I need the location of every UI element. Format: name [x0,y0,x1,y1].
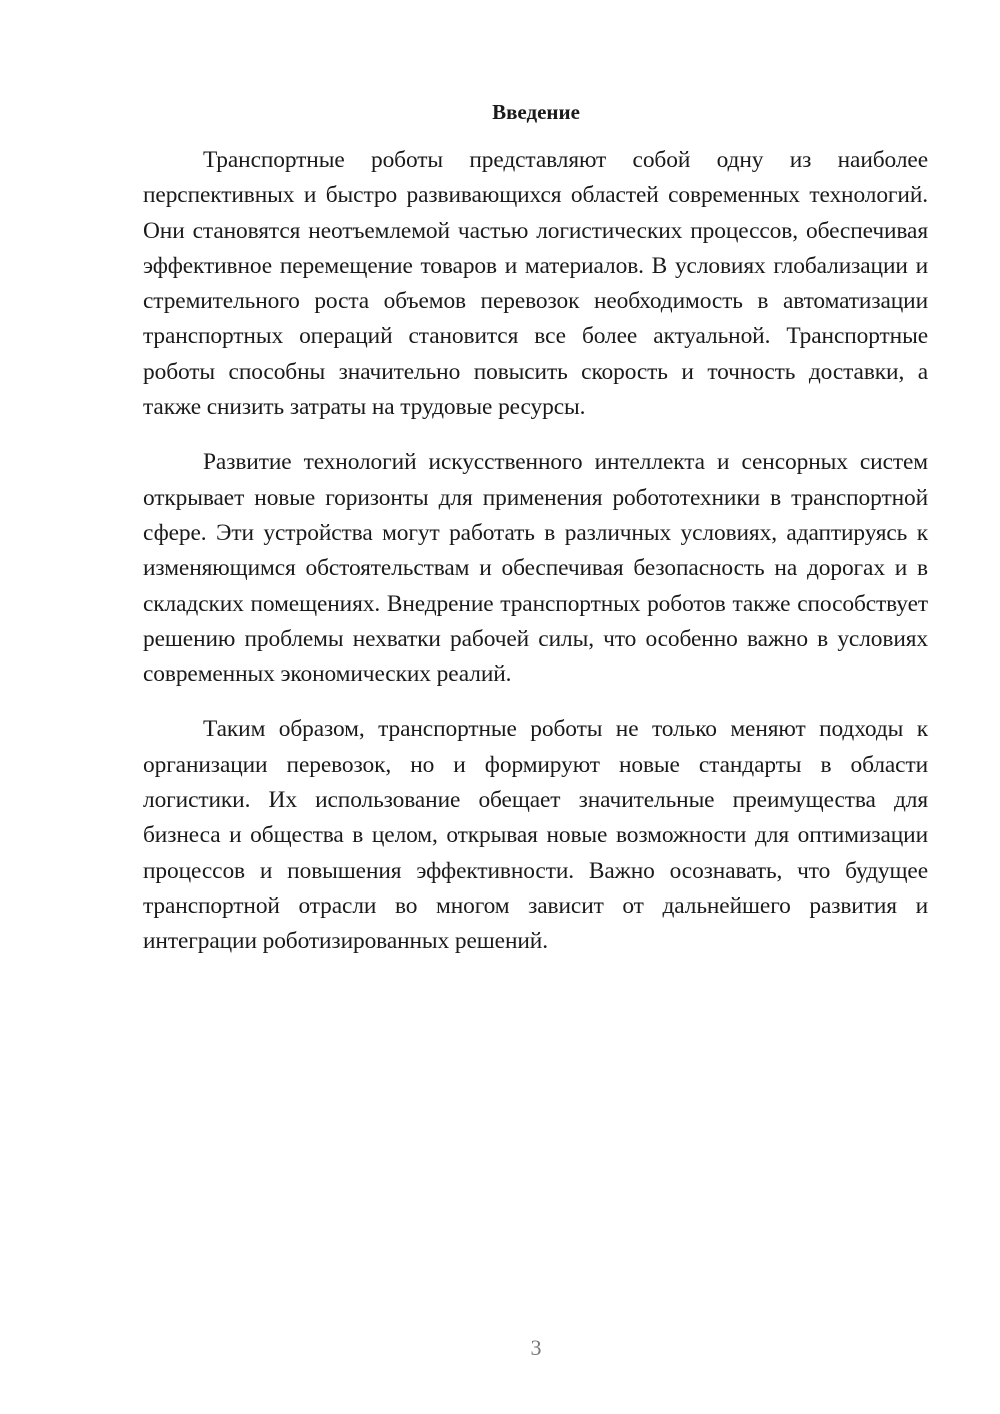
paragraph-1: Транспортные роботы представляют собой одну из наиболее перспективных и быстро развивающихся областей современных технологий. Они становятся неотъемлемой частью логистических процессов, обеспечивая эффективное перемещение товаров и материалов. В условиях глобализации и стремительного роста объемов перевозок необходимость в автоматизации транспортных операций становится все более актуальной. Транспортные роботы способны значительно повысить скорость и точность доставки, а также снизить затраты на трудовые ресурсы. [143,147,928,421]
body-text [143,143,928,980]
paragraph-3: Таким образом, транспортные роботы не только меняют подходы к организации перевозок, но и формируют новые стандарты в области логистики. Их использование обещает значительные преимущества для бизнеса и общества в целом, открывая новые возможности для оптимизации процессов и повышения эффективности. Важно осознавать, что будущее транспортной отрасли во многом зависит от дальнейшего развития и интеграции роботизированных решений. [143,716,928,955]
page-number: 3 [530,1335,542,1360]
page-title: Введение [492,100,580,124]
paragraph-2: Развитие технологий искусственного интеллекта и сенсорных систем открывает новые горизонты для применения робототехники в транспортной сфере. Эти устройства могут работать в различных условиях, адаптируясь к изменяющимся обстоятельствам и обеспечивая безопасность на дорогах и в складских помещениях. Внедрение транспортных роботов также способствует решению проблемы нехватки рабочей силы, что особенно важно в условиях современных экономических реалий. [143,449,928,688]
